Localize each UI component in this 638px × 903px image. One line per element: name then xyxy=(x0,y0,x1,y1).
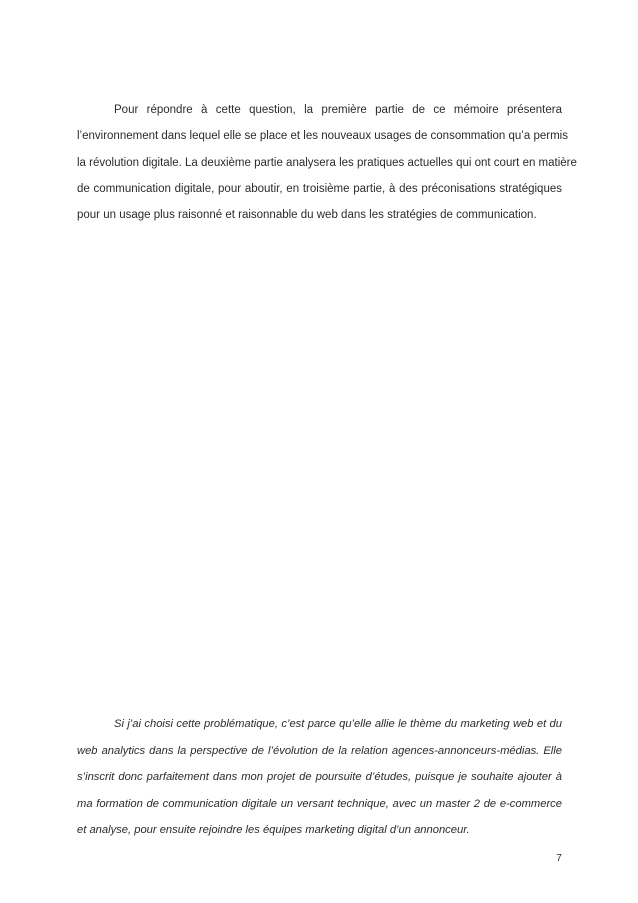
motivation-line-5: et analyse, pour ensuite rejoindre les équipes marketing digital d’un annonceur. xyxy=(77,824,470,836)
motivation-paragraph xyxy=(77,711,562,844)
motivation-line-2: web analytics dans la perspective de l’évolution de la relation agences-annonceurs-médias. Elle xyxy=(77,744,562,757)
intro-line-3: la révolution digitale. La deuxième partie analysera les pratiques actuelles qui ont court en matière xyxy=(77,156,577,169)
intro-paragraph xyxy=(77,97,577,228)
intro-line-1: Pour répondre à cette question, la première partie de ce mémoire présentera xyxy=(114,104,562,116)
motivation-line-1: Si j’ai choisi cette problématique, c’est parce qu’elle allie le thème du marketing web et du xyxy=(114,718,562,730)
intro-line-4: de communication digitale, pour aboutir, en troisième partie, à des préconisations stratégiques xyxy=(77,182,562,195)
intro-line-5: pour un usage plus raisonné et raisonnable du web dans les stratégies de communication. xyxy=(77,209,537,222)
motivation-line-3: s’inscrit donc parfaitement dans mon projet de poursuite d’études, puisque je souhaite ajouter à xyxy=(77,771,562,783)
page-number: 7 xyxy=(556,852,562,864)
motivation-line-4: ma formation de communication digitale un versant technique, avec un master 2 de e-commerce xyxy=(77,797,562,810)
intro-line-2: l’environnement dans lequel elle se place et les nouveaux usages de consommation qu’a permis xyxy=(77,130,568,143)
